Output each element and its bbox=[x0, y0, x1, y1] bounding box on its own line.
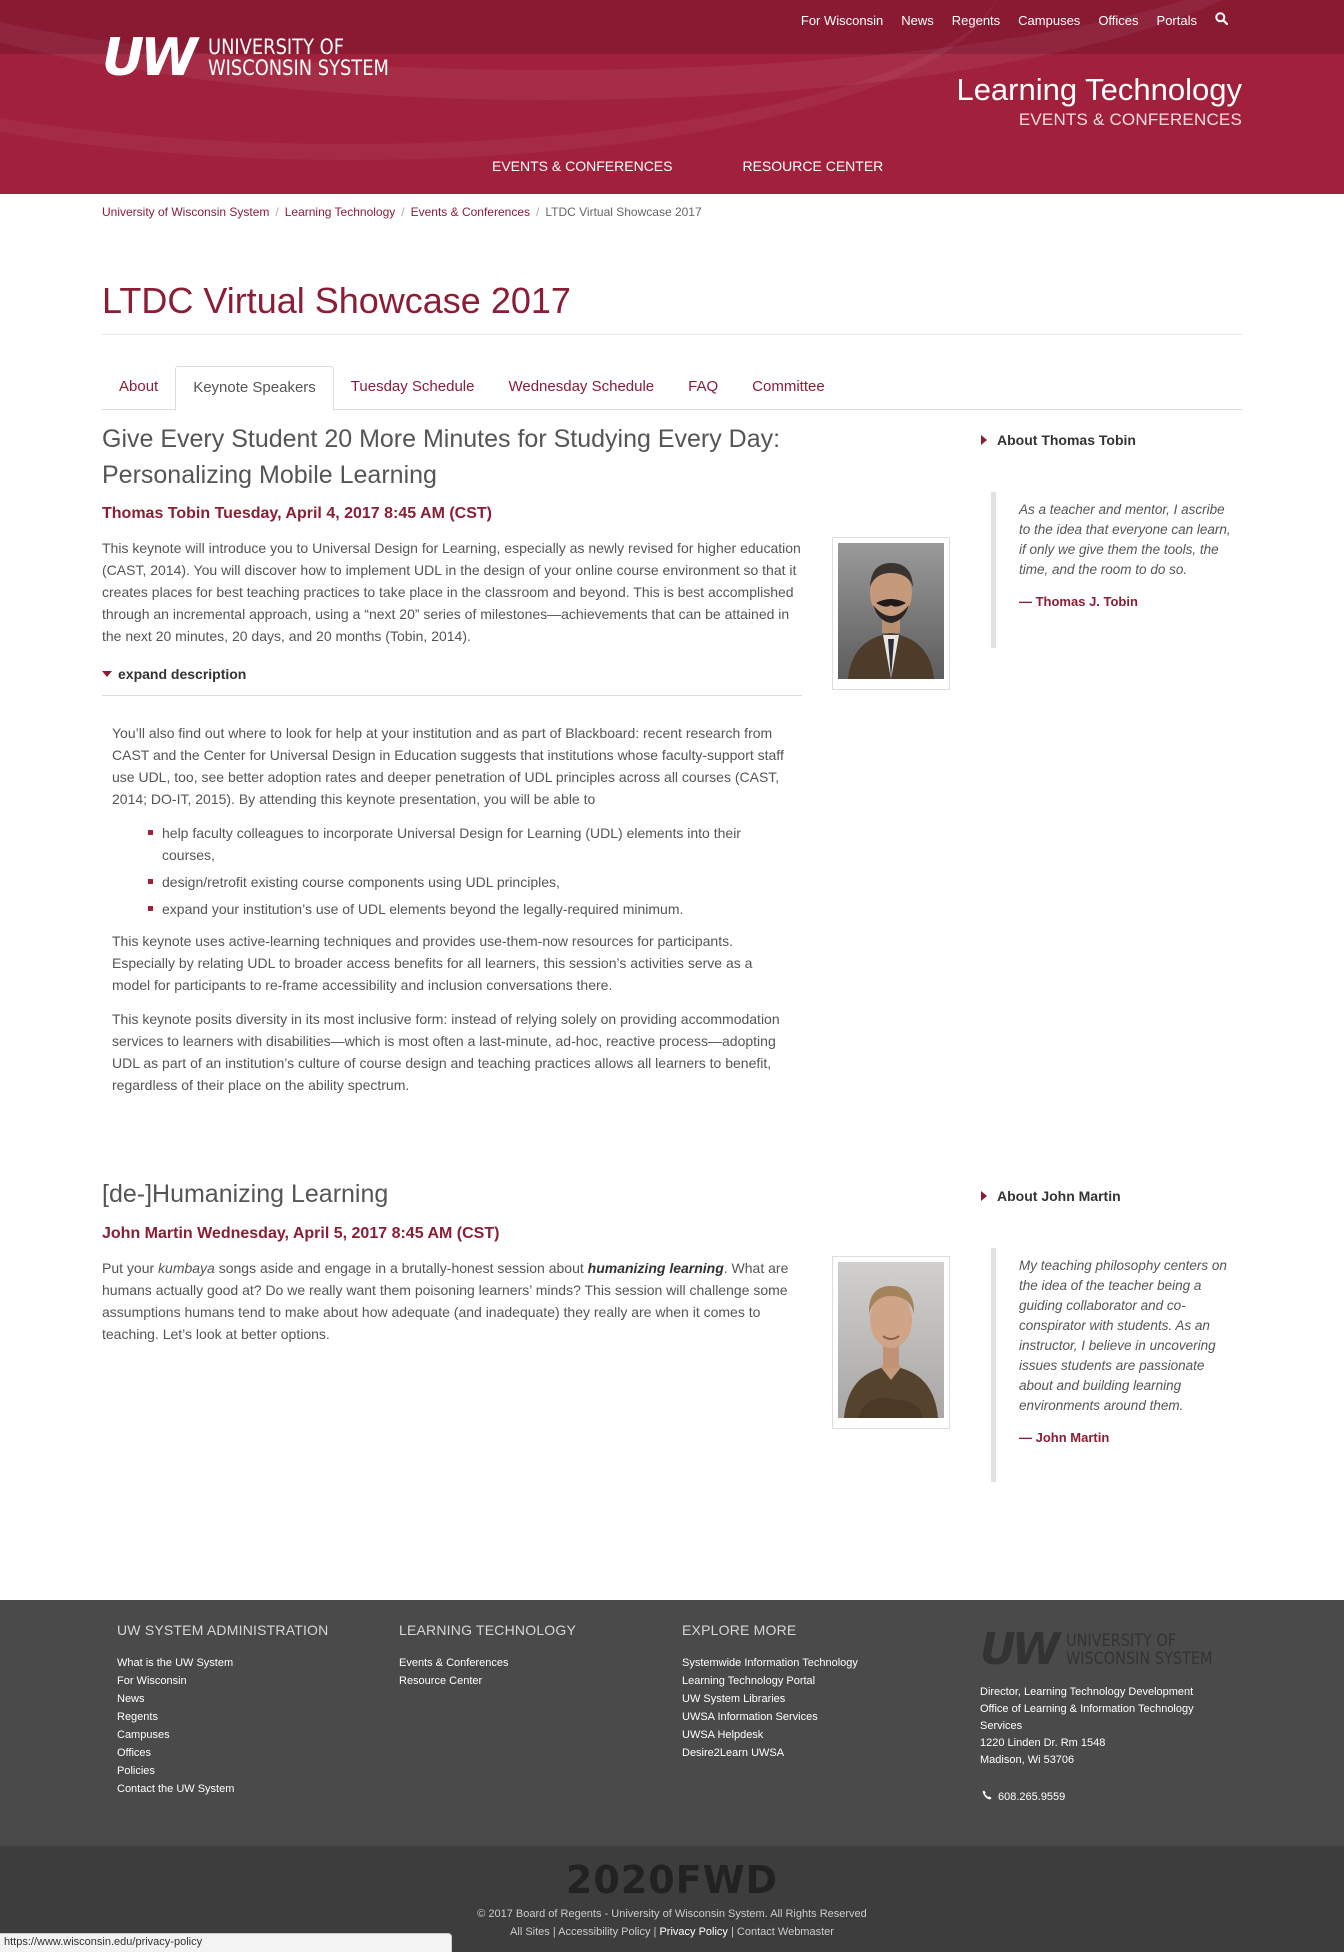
footer-link[interactable]: Campuses bbox=[117, 1729, 170, 1741]
session2-text-c: . What are humans actually good at? Do we really want them poisoning learners’ minds? This session will challenge some assumptions humans tend to make about how adequate (and inadequate) they really are when it comes to teaching. Let’s look at better options. bbox=[102, 1260, 789, 1342]
footer-link[interactable]: Contact the UW System bbox=[117, 1783, 235, 1795]
tab-about[interactable]: About bbox=[119, 378, 159, 395]
session2-text-a: Put your bbox=[102, 1260, 159, 1276]
footer-col2-title: LEARNING TECHNOLOGY bbox=[399, 1622, 577, 1638]
phone-icon bbox=[982, 1790, 992, 1803]
top-nav bbox=[801, 12, 1228, 28]
session2-description bbox=[102, 1257, 806, 1345]
footer-link[interactable]: UW System Libraries bbox=[682, 1693, 786, 1705]
link-all-sites[interactable]: All Sites bbox=[510, 1926, 550, 1938]
session1-description-3: This keynote posits diversity in its most inclusive form: instead of relying solely on providing accommodation services to learners with disabilities—which is most often a last-minute, ad-hoc, reactive process—adopting UDL as part of an institution’s culture of course design and teaching practices allows all learners to benefit, regardless of their place on the ability spectrum. bbox=[112, 1011, 780, 1093]
footer-col-learning-technology bbox=[399, 1622, 576, 1690]
session2-meta: John Martin Wednesday, April 5, 2017 8:45 AM (CST) bbox=[102, 1225, 500, 1242]
breadcrumb-separator: / bbox=[536, 205, 540, 219]
martin-quote bbox=[991, 1248, 1231, 1482]
session1-title: Give Every Student 20 More Minutes for Studying Every Day: Personalizing Mobile Learning bbox=[102, 425, 781, 489]
martin-quote-author: — John Martin bbox=[1019, 1430, 1110, 1445]
footer-phone[interactable] bbox=[982, 1790, 1065, 1803]
address-line: Madison, Wi 53706 bbox=[980, 1754, 1075, 1766]
footer-link[interactable]: UWSA Information Services bbox=[682, 1711, 818, 1723]
breadcrumb-uw-system[interactable]: University of Wisconsin System bbox=[102, 205, 270, 219]
uw-system-logo[interactable] bbox=[102, 28, 420, 88]
martin-portrait-image bbox=[838, 1262, 944, 1418]
2020fwd-logo[interactable]: 2020FWD bbox=[565, 1858, 779, 1902]
list-item: expand your institution’s use of UDL elements beyond the legally-required minimum. bbox=[148, 898, 748, 920]
uw-logo-text bbox=[208, 37, 389, 79]
footer-col1-title: UW SYSTEM ADMINISTRATION bbox=[117, 1622, 329, 1638]
footer-logo-line-1: UNIVERSITY OF bbox=[1066, 1630, 1177, 1651]
address-line: Office of Learning & Information Technology Services bbox=[980, 1703, 1194, 1732]
footer-uw-logo-text bbox=[1066, 1632, 1212, 1668]
tobin-portrait-image bbox=[838, 543, 944, 679]
footer-link[interactable]: For Wisconsin bbox=[117, 1675, 187, 1687]
session1-meta: Thomas Tobin Tuesday, April 4, 2017 8:45 AM (CST) bbox=[102, 505, 492, 522]
footer-logo-line-2: WISCONSIN SYSTEM bbox=[1066, 1648, 1213, 1669]
about-thomas-tobin-toggle[interactable] bbox=[981, 432, 1136, 448]
footer-col-uw-system-admin bbox=[117, 1622, 328, 1798]
tobin-quote-author: — Thomas J. Tobin bbox=[1019, 594, 1138, 609]
session1-outcomes-list bbox=[148, 822, 748, 925]
footer-uw-logo-mark: UW bbox=[980, 1624, 1057, 1675]
link-contact-webmaster[interactable]: Contact Webmaster bbox=[736, 1926, 834, 1938]
site-title[interactable]: Learning Technology bbox=[956, 72, 1242, 107]
caret-down-icon bbox=[102, 671, 112, 677]
topnav-for-wisconsin[interactable]: For Wisconsin bbox=[800, 12, 884, 28]
session2-text-strong: humanizing learning bbox=[587, 1260, 724, 1276]
footer-link[interactable]: Desire2Learn UWSA bbox=[682, 1747, 785, 1759]
footer-link[interactable]: Policies bbox=[117, 1765, 155, 1777]
expand-description-toggle[interactable] bbox=[102, 666, 802, 696]
tab-faq[interactable]: FAQ bbox=[688, 378, 719, 395]
session1-intro: This keynote will introduce you to Universal Design for Learning, especially as newly revised for higher education (CAST, 2014). You will discover how to implement UDL in the design of your online course environment so that it creates places for best teaching practices to take place in the classroom and beyond. This is best accomplished through an incremental approach, using a “next 20” series of milestones—achievements that can be attained in the next 20 minutes, 20 days, and 20 months (Tobin, 2014). bbox=[102, 540, 801, 644]
footer-link[interactable]: Resource Center bbox=[399, 1675, 483, 1687]
thomas-tobin-photo bbox=[832, 537, 950, 690]
copyright: © 2017 Board of Regents - University of Wisconsin System. All Rights Reserved bbox=[477, 1908, 867, 1920]
about-martin-label: About John Martin bbox=[997, 1188, 1121, 1204]
address-line: 1220 Linden Dr. Rm 1548 bbox=[980, 1737, 1106, 1749]
search-icon[interactable] bbox=[1215, 12, 1228, 28]
session1-description-2: This keynote uses active-learning techniques and provides use-them-now resources for participants. Especially by relating UDL to broader access benefits for all learners, this session’s activities serve as a model for participants to re-frame accessibility and inclusion conversations there. bbox=[112, 933, 753, 993]
caret-right-icon bbox=[981, 1191, 987, 1201]
mainnav-resource-center[interactable]: RESOURCE CENTER bbox=[742, 158, 884, 174]
footer-address bbox=[980, 1684, 1220, 1769]
footer-link[interactable]: Offices bbox=[117, 1747, 152, 1759]
footer-link[interactable]: UWSA Helpdesk bbox=[682, 1729, 764, 1741]
footer-bottom-links: All Sites | Accessibility Policy | Privacy Policy | Contact Webmaster bbox=[510, 1926, 834, 1938]
tab-wednesday-schedule[interactable]: Wednesday Schedule bbox=[508, 378, 655, 395]
footer-link[interactable]: Systemwide Information Technology bbox=[682, 1657, 858, 1669]
address-line: Director, Learning Technology Development bbox=[980, 1686, 1194, 1698]
topnav-campuses[interactable]: Campuses bbox=[1018, 12, 1081, 28]
page-title: LTDC Virtual Showcase 2017 bbox=[102, 280, 571, 321]
site-title-block bbox=[956, 72, 1242, 130]
uw-logo-mark: UW bbox=[102, 28, 194, 88]
session2-title: [de-]Humanizing Learning bbox=[102, 1180, 389, 1208]
title-divider bbox=[102, 334, 1242, 335]
tobin-quote-text: As a teacher and mentor, I ascribe to the idea that everyone can learn, if only we give them the tools, the time, and the room to do so. bbox=[1019, 502, 1231, 577]
session2-text-em: kumbaya bbox=[158, 1260, 215, 1276]
list-item: design/retrofit existing course components using UDL principles, bbox=[148, 871, 748, 893]
tab-keynote-speakers[interactable]: Keynote Speakers bbox=[175, 366, 334, 411]
link-privacy-policy[interactable]: Privacy Policy bbox=[659, 1926, 728, 1938]
topnav-offices[interactable]: Offices bbox=[1098, 12, 1139, 28]
caret-right-icon bbox=[981, 435, 987, 445]
breadcrumb-current: LTDC Virtual Showcase 2017 bbox=[545, 205, 702, 219]
footer-link[interactable]: Regents bbox=[117, 1711, 158, 1723]
footer-col3-title: EXPLORE MORE bbox=[682, 1622, 797, 1638]
breadcrumb-learning-technology[interactable]: Learning Technology bbox=[284, 205, 396, 219]
main-nav bbox=[492, 158, 883, 174]
site-subtitle[interactable]: EVENTS & CONFERENCES bbox=[1018, 110, 1242, 129]
martin-quote-text: My teaching philosophy centers on the idea of the teacher being a guiding collaborator and co-conspirator with students. As an instructor, I believe in uncovering issues students are passionate about and building learning environments around them. bbox=[1019, 1258, 1227, 1413]
link-accessibility-policy[interactable]: Accessibility Policy bbox=[558, 1926, 651, 1938]
site-header bbox=[0, 0, 1344, 194]
site-footer bbox=[0, 1600, 1344, 1846]
tab-committee[interactable]: Committee bbox=[752, 378, 825, 395]
logo-line-2: WISCONSIN SYSTEM bbox=[207, 56, 389, 80]
topnav-regents[interactable]: Regents bbox=[951, 12, 1001, 28]
about-tobin-label: About Thomas Tobin bbox=[997, 432, 1136, 448]
tab-tuesday-schedule[interactable]: Tuesday Schedule bbox=[350, 378, 475, 395]
breadcrumb-separator: / bbox=[275, 205, 279, 219]
john-martin-photo bbox=[832, 1256, 950, 1429]
footer-link[interactable]: News bbox=[117, 1693, 145, 1705]
tobin-quote bbox=[991, 492, 1231, 648]
footer-link[interactable]: Learning Technology Portal bbox=[682, 1675, 816, 1687]
phone-number: 608.265.9559 bbox=[998, 1791, 1066, 1803]
breadcrumb-separator: / bbox=[401, 205, 405, 219]
footer-link[interactable]: Events & Conferences bbox=[399, 1657, 509, 1669]
tab-bar bbox=[102, 366, 1242, 410]
logo-line-1: UNIVERSITY OF bbox=[207, 35, 344, 59]
breadcrumb bbox=[102, 205, 702, 219]
breadcrumb-events-conferences[interactable]: Events & Conferences bbox=[410, 205, 530, 219]
topnav-news[interactable]: News bbox=[901, 12, 934, 28]
footer-col-explore-more bbox=[682, 1622, 858, 1762]
expand-description-label: expand description bbox=[118, 666, 247, 682]
browser-status-bar: https://www.wisconsin.edu/privacy-policy bbox=[0, 1933, 452, 1952]
session1-description-1: You’ll also find out where to look for help at your institution and as part of Blackboard: recent research from CAST and the Center for Universal Design in Education suggests that institutions whose faculty-support staff use UDL, too, see better adoption rates and deeper penetration of UDL principles across all courses (CAST, 2014; DO-IT, 2015). By attending this keynote presentation, you will be able to bbox=[112, 725, 784, 807]
about-john-martin-toggle[interactable] bbox=[981, 1188, 1121, 1204]
mainnav-events-conferences[interactable]: EVENTS & CONFERENCES bbox=[492, 158, 673, 174]
topnav-portals[interactable]: Portals bbox=[1156, 12, 1197, 28]
session2-text-b: songs aside and engage in a brutally-honest session about bbox=[214, 1260, 588, 1276]
footer-uw-logo[interactable] bbox=[980, 1624, 1239, 1675]
footer-link[interactable]: What is the UW System bbox=[117, 1657, 234, 1669]
list-item: help faculty colleagues to incorporate Universal Design for Learning (UDL) elements into their courses, bbox=[148, 822, 748, 866]
